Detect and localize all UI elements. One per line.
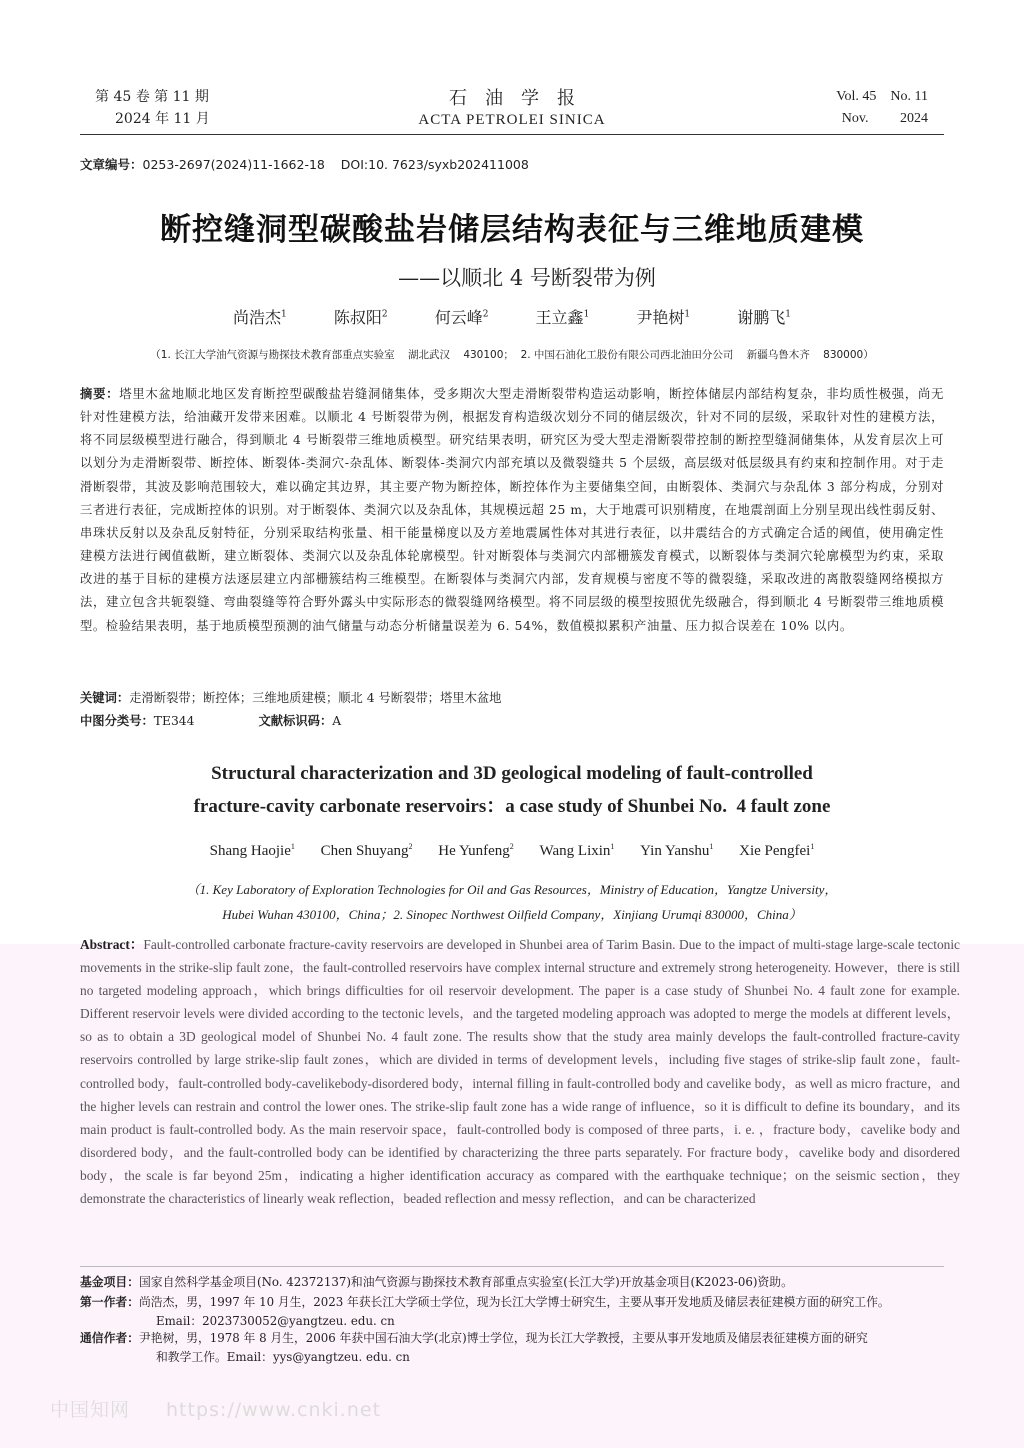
affiliation-en-line2: Hubei Wuhan 430100，China；2. Sinopec Northwest Oilfield Company，Xinjiang Urumqi 830000，China） bbox=[222, 907, 802, 922]
first-author-text: 尚浩杰，男，1997 年 10 月生，2023 年获长江大学硕士学位，现为长江大学博士研究生，主要从事开发地质及储层表征建模方面的研究工作。 bbox=[139, 1295, 890, 1309]
abstract-en-text: Fault-controlled carbonate fracture-cavity reservoirs are developed in Shunbei area of Tarim Basin. Due to the impact of multi-stage large-scale tectonic movements in the strike-slip fault zone，the fault-controlled reservoirs have complex internal structure and extremely strong heterogeneity. However，there is still no targeted modeling approach，which brings difficulties for oil reservoir development. The paper is a case study of Shunbei No. 4 fault zone for example. Different reservoir levels were divided according to the tectonic levels，and the targeted modeling approach was adopted to merge the models at different levels，so as to obtain a 3D geological model of Shunbei No. 4 fault zone. The results show that the study area mainly develops the fault-controlled fracture-cavity reservoirs controlled by large strike-slip fault zones，which are divided in terms of development levels，including five stages of strike-slip fault zone，fault-controlled body，fault-controlled body-cavelikebody-disordered body，internal filling in fault-controlled body and cavelike body，as well as micro fracture，and the higher levels can restrain and control the lower ones. The strike-slip fault zone has a wide range of influence，so it is difficult to define its boundary，and its main product is fault-controlled body. As the main reservoir space，fault-controlled body is composed of three parts，i. e. ，fracture body，cavelike body and disordered body，and the fault-controlled body can be identified by characterizing the three parts separately. For fracture body，cavelike body and disordered body，the scale is far beyond 25m，indicating a higher identification accuracy as compared with the earthquake technique；on the seismic section，they demonstrate the characteristics of linearly weak reflection，beaded reflection and messy reflection，and can be characterized bbox=[80, 937, 960, 1207]
author-cn: 尹艳树$^1$ bbox=[636, 308, 691, 327]
journal-name-en: ACTA PETROLEI SINICA bbox=[418, 112, 606, 128]
abstract-en bbox=[80, 933, 960, 1210]
author-cn: 何云峰$^2$ bbox=[434, 308, 489, 327]
abstract-cn-label: 摘要： bbox=[80, 387, 120, 401]
watermark-cn: 中国知网 bbox=[50, 1399, 131, 1421]
clc-label: 中图分类号： bbox=[80, 714, 154, 728]
keywords-text: 走滑断裂带；断控体；三维地质建模；顺北 4 号断裂带；塔里木盆地 bbox=[129, 691, 502, 705]
title-cn: 断控缝洞型碳酸盐岩储层结构表征与三维地质建模 bbox=[160, 212, 864, 248]
header-rule bbox=[80, 134, 944, 135]
keywords-label: 关键词： bbox=[80, 691, 130, 705]
fund-label: 基金项目： bbox=[80, 1275, 139, 1289]
abstract-cn bbox=[80, 383, 944, 638]
fund-text: 国家自然科学基金项目(No. 42372137)和油气资源与勘探技术教育部重点实验室(长江大学)开放基金项目(K2023-06)资助。 bbox=[139, 1275, 793, 1289]
footnote-rule bbox=[80, 1266, 944, 1267]
author-en: Chen Shuyang$^2$ bbox=[320, 842, 413, 859]
author-en: Yin Yanshu$^1$ bbox=[640, 842, 714, 859]
corresponding-text-2: 和教学工作。Email：yys@yangtzeu. edu. cn bbox=[156, 1350, 410, 1364]
first-author-label: 第一作者： bbox=[80, 1295, 139, 1309]
article-number-doi: 0253-2697(2024)11-1662-18 DOI:10. 7623/syxb202411008 bbox=[142, 157, 529, 172]
author-cn: 王立鑫$^1$ bbox=[535, 308, 590, 327]
affiliation-en-line1: （1. Key Laboratory of Exploration Technologies for Oil and Gas Resources，Ministry of Education，Yangtze University， bbox=[186, 882, 838, 897]
doc-code-label: 文献标识码： bbox=[258, 714, 333, 728]
author-cn: 陈叔阳$^2$ bbox=[333, 308, 388, 327]
date-en: Nov. 2024 bbox=[841, 111, 928, 126]
article-meta bbox=[80, 155, 529, 173]
footnote-first-author bbox=[80, 1293, 960, 1331]
corresponding-label: 通信作者： bbox=[80, 1331, 139, 1345]
title-en-line2: fracture-cavity carbonate reservoirs：a case study of Shunbei No. 4 fault zone bbox=[193, 796, 831, 817]
journal-name-cn: 石油学报 bbox=[449, 88, 593, 109]
issue-info-en bbox=[836, 86, 928, 130]
date-cn: 2024 年 11 月 bbox=[115, 111, 210, 127]
abstract-cn-text: 塔里木盆地顺北地区发育断控型碳酸盐岩缝洞储集体，受多期次大型走滑断裂带构造运动影响，断控体储层内部结构复杂，非均质性极强，尚无针对性建模方法，给油藏开发带来困难。以顺北 4 号断裂带为例，根据发育构造级次划分不同的储层级次，针对不同的层级，采取针对性的建模方法，将不同层级模型进行融合，得到顺北 4 号断裂带三维地质模型。研究结果表明，研究区为受大型走滑断裂带控制的断控型缝洞储集体，从发育层次上可以划分为走滑断裂带、断控体、断裂体-类洞穴-杂乱体、断裂体-类洞穴内部充填以及微裂缝共 5 个层级，高层级对低层级具有约束和控制作用。对于走滑断裂带，其波及影响范围较大，难以确定其边界，其主要产物为断控体，断控体作为主要储集空间，由断裂体、类洞穴与杂乱体 3 部分构成，分别对三者进行表征，完成断控体的识别。对于断裂体、类洞穴以及杂乱体，其规模远超 25 m，大于地震可识别精度，在地震剖面上分别呈现出线性弱反射、串珠状反射以及杂乱反射特征，分别采取结构张量、相干能量梯度以及方差地震属性体对其进行表征，以井震结合的方式确定合适的阈值，使用确定性建模方法进行阈值截断，建立断裂体、类洞穴以及杂乱体轮廓模型。针对断裂体与类洞穴内部栅簇发育模式，以断裂体与类洞穴轮廓模型为约束，采取改进的基于目标的建模方法逐层建立内部栅簇结构三维模型。在断裂体与类洞穴内部，发育规模与密度不等的微裂缝，采取改进的离散裂缝网络模拟方法，建立包含共轭裂缝、弯曲裂缝等符合野外露头中实际形态的微裂缝网络模型。将不同层级的模型按照优先级融合，得到顺北 4 号断裂带三维地质模型。检验结果表明，基于地质模型预测的油气储量与动态分析储量误差为 6. 54%，数值模拟累积产油量、压力拟合误差在 10% 以内。 bbox=[80, 387, 944, 633]
author-en: Shang Haojie$^1$ bbox=[209, 842, 295, 859]
first-author-email: Email：2023730052@yangtzeu. edu. cn bbox=[156, 1314, 395, 1328]
clc-value: TE344 bbox=[153, 714, 195, 728]
volume-issue-en: Vol. 45 No. 11 bbox=[836, 89, 928, 104]
subtitle-cn: ——以顺北 4 号断裂带为例 bbox=[398, 266, 656, 290]
keywords-cn bbox=[80, 688, 501, 706]
footnote-corresponding bbox=[80, 1329, 960, 1367]
authors-cn bbox=[0, 305, 1024, 328]
article-number-label: 文章编号： bbox=[80, 157, 143, 172]
footnote-fund bbox=[80, 1273, 960, 1292]
affiliation-cn: （1. 长江大学油气资源与勘探技术教育部重点实验室 湖北武汉 430100； 2. 中国石油化工股份有限公司西北油田分公司 新疆乌鲁木齐 830000） bbox=[150, 349, 874, 361]
classification bbox=[80, 711, 341, 729]
title-en-line1: Structural characterization and 3D geological modeling of fault-controlled bbox=[211, 763, 813, 784]
watermark bbox=[50, 1395, 381, 1422]
abstract-en-label: Abstract： bbox=[80, 937, 144, 952]
author-en: Xie Pengfei$^1$ bbox=[739, 842, 815, 859]
watermark-url: https://www.cnki.net bbox=[166, 1399, 382, 1421]
volume-issue-cn: 第 45 卷 第 11 期 bbox=[95, 89, 209, 105]
author-en: Wang Lixin$^1$ bbox=[539, 842, 615, 859]
corresponding-text: 尹艳树，男，1978 年 8 月生，2006 年获中国石油大学(北京)博士学位，现为长江大学教授，主要从事开发地质及储层表征建模方面的研究 bbox=[139, 1331, 868, 1345]
authors-en bbox=[0, 842, 1024, 860]
author-cn: 谢鹏飞$^1$ bbox=[737, 308, 791, 327]
author-cn: 尚浩杰$^1$ bbox=[233, 308, 287, 327]
affiliation-en bbox=[0, 877, 1024, 927]
author-en: He Yunfeng$^2$ bbox=[438, 842, 514, 859]
title-en bbox=[0, 757, 1024, 823]
doc-code-value: A bbox=[332, 714, 342, 728]
